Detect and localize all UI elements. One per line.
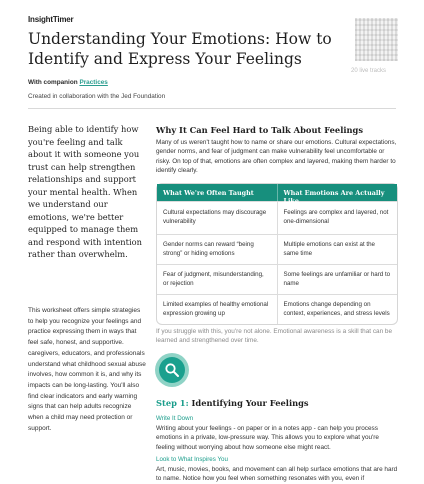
table-cell: Multiple emotions can exist at the same time [277,235,398,264]
step-number: Step 1: [156,398,189,408]
collaboration-note: Created in collaboration with the Jed Foundation [28,93,166,100]
table-cell: Cultural expectations may discourage vulnerability [163,209,267,225]
comparison-table [156,183,398,325]
table-cell: Feelings are complex and layered, not one-dimensional [277,202,398,234]
table-row [157,294,397,324]
companion-line [28,79,108,86]
table-row [157,234,397,264]
table-cell: Emotions change depending on context, experiences, and stress levels [277,295,398,324]
intro-body: This worksheet offers simple strategies to help you recognize your feelings and practice expressing them in ways that feel safe, honest, and supportive. caregivers, educators, and professionals understand what childhood sexual abuse involves, how common it is, and why its impacts can be long-lasting. You'll also find clear indicators and early warning signs that can help adults recognize when a child may need protection or support. [28,307,146,432]
magnifier-badge [155,353,189,387]
table-header [157,184,397,205]
intro-lead: Being able to identify how you're feeling and talk about it with someone you trust can help strengthen relationships and support your mental health. When we understand our emotions, we're better equipped to manage them and respond with intention rather than overwhelm. [28,124,142,259]
table-header-cell: What Emotions Are Actually Like [277,184,398,201]
paragraph-write: Writing about your feelings - on paper or in a notes app - can help you process emotions in a private, low-pressure way. This allows you to explore what you're feeling without worrying about how someone else might react. [156,425,379,451]
table-row [157,201,397,234]
section-text: Many of us weren't taught how to name or share our emotions. Cultural expectations, gender norms, and fear of judgment can make vulnerability feel uncomfortable or risky. On top of that, emotions are often complex and layered, making them harder to identify clearly. [156,139,397,174]
paragraph-inspire: Art, music, movies, books, and movement can all help surface emotions that are hard to name. Notice how you feel when something resonates with you, even if [156,466,398,483]
table-row [157,264,397,294]
page-title: Understanding Your Emotions: How to Identify and Express Your Feelings [28,30,332,68]
magnifier-icon [159,357,185,383]
qr-caption: 20 live tracks [351,68,387,74]
brand-logo: InsightTimer [28,15,74,24]
subheading-write: Write It Down [156,415,194,422]
step-heading [156,398,309,408]
practices-link[interactable]: Practices [79,79,108,86]
subheading-inspire: Look to What Inspires You [156,456,228,463]
companion-prefix: With companion [28,79,78,86]
section-title: Why It Can Feel Hard to Talk About Feelings [156,125,364,135]
table-cell: Fear of judgment, misunderstanding, or rejection [163,270,264,287]
table-header-cell: What We're Often Taught [163,189,254,197]
table-cell: Some feelings are unfamiliar or hard to name [277,265,398,294]
step-title: Identifying Your Feelings [191,398,309,408]
support-note: If you struggle with this, you're not alone. Emotional awareness is a skill that can be learned and strengthened over time. [156,328,393,345]
table-cell: Gender norms can reward “being strong” or hiding emotions [163,240,254,257]
header-divider [28,108,396,109]
table-cell: Limited examples of healthy emotional expression growing up [163,300,269,317]
qr-code[interactable] [355,18,398,61]
